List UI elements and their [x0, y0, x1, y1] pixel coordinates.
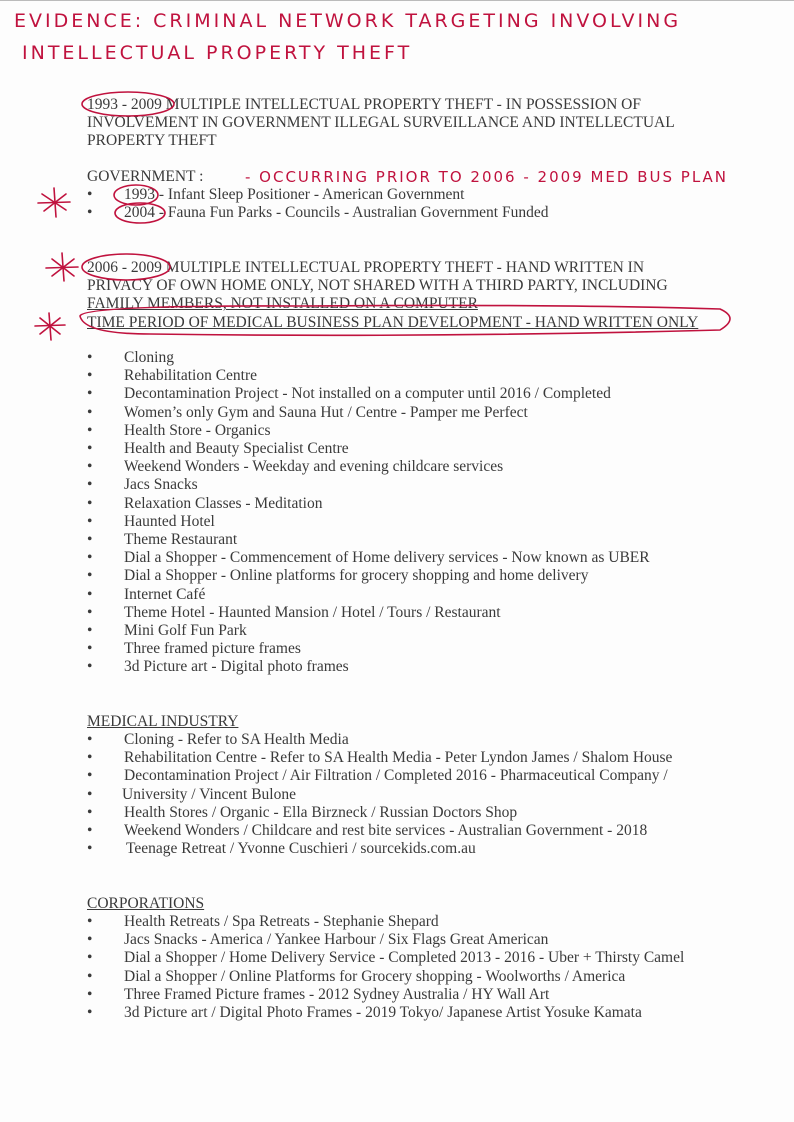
list-item-continuation: • University / Vincent Bulone — [87, 786, 672, 804]
list-item: • Cloning - Refer to SA Health Media — [87, 731, 672, 749]
list-item: • 3d Picture art - Digital photo frames — [87, 658, 650, 676]
top-border — [0, 0, 794, 1]
list-item: • Rehabilitation Centre - Refer to SA Health Media - Peter Lyndon James / Shalom House — [87, 749, 672, 767]
medical-industry-list — [87, 731, 672, 858]
asterisk-mark — [35, 313, 65, 340]
list-item: • Theme Restaurant — [87, 531, 650, 549]
section2-line2: PRIVACY OF OWN HOME ONLY, NOT SHARED WITH A THIRD PARTY, INCLUDING — [87, 277, 668, 295]
list-item: • Internet Café — [87, 586, 650, 604]
section2-line4: TIME PERIOD OF MEDICAL BUSINESS PLAN DEVELOPMENT - HAND WRITTEN ONLY — [87, 313, 699, 331]
list-item: • Rehabilitation Centre — [87, 367, 650, 385]
list-item: • Health Retreats / Spa Retreats - Stephanie Shepard — [87, 913, 684, 931]
list-item: • Cloning — [87, 349, 650, 367]
government-label: GOVERNMENT : — [87, 168, 204, 185]
list-item: • Relaxation Classes - Meditation — [87, 495, 650, 513]
list-item — [87, 204, 548, 222]
list-item-text: Decontamination Project / Air Filtration / Completed 2016 - Pharmaceutical Company / — [124, 767, 668, 785]
list-item: • Health Store - Organics — [87, 422, 650, 440]
corporations-heading: CORPORATIONS — [87, 895, 205, 912]
gov-item-year: 2004 — [124, 204, 155, 222]
list-item: • Dial a Shopper - Online platforms for grocery shopping and home delivery — [87, 567, 650, 585]
list-item: • Weekend Wonders - Weekday and evening childcare services — [87, 458, 650, 476]
list-item: • Mini Golf Fun Park — [87, 622, 650, 640]
list-item: • Health and Beauty Specialist Centre — [87, 440, 650, 458]
list-item: • Jacs Snacks - America / Yankee Harbour / Six Flags Great American — [87, 931, 684, 949]
list-item — [87, 186, 548, 204]
list-item: • Three Framed Picture frames - 2012 Sydney Australia / HY Wall Art — [87, 986, 684, 1004]
list-item: • 3d Picture art / Digital Photo Frames - 2019 Tokyo/ Japanese Artist Yosuke Kamata — [87, 1004, 684, 1022]
list-item: • Dial a Shopper / Online Platforms for Grocery shopping - Woolworths / America — [87, 968, 684, 986]
date-range-2006-2009: 2006 - 2009 — [87, 259, 162, 276]
list-item — [87, 767, 672, 785]
government-list — [87, 186, 548, 222]
section1-line3: PROPERTY THEFT — [87, 132, 217, 150]
gov-item-text: - Infant Sleep Positioner - American Government — [158, 186, 465, 203]
asterisk-mark — [38, 188, 70, 217]
date-range-1993-2009: 1993 - 2009 — [87, 96, 162, 113]
plan-items-list — [87, 349, 650, 677]
section2-line1: MULTIPLE INTELLECTUAL PROPERTY THEFT - HAND WRITTEN IN — [165, 259, 645, 276]
gov-item-text: - Fauna Fun Parks - Councils - Australian Government Funded — [158, 204, 549, 222]
gov-item-year: 1993 — [124, 186, 155, 203]
list-item-continuation: • Teenage Retreat / Yvonne Cuschieri / sourcekids.com.au — [87, 840, 672, 858]
list-item: • Weekend Wonders / Childcare and rest bite services - Australian Government - 2018 — [87, 822, 672, 840]
corporations-list — [87, 913, 684, 1022]
handwritten-title-line2: INTELLECTUAL PROPERTY THEFT — [22, 42, 413, 64]
handwritten-title-line1: EVIDENCE: CRIMINAL NETWORK TARGETING INVOLVING — [14, 10, 682, 32]
list-item: • Health Stores / Organic - Ella Birzneck / Russian Doctors Shop — [87, 804, 672, 822]
section2-line3: FAMILY MEMBERS, NOT INSTALLED ON A COMPUTER — [87, 295, 478, 313]
medical-industry-heading: MEDICAL INDUSTRY — [87, 713, 239, 730]
list-item: • Decontamination Project - Not installed on a computer until 2016 / Completed — [87, 385, 650, 403]
list-item: • Haunted Hotel — [87, 513, 650, 531]
list-item: • Women’s only Gym and Sauna Hut / Centre - Pamper me Perfect — [87, 404, 650, 422]
section1-line2: INVOLVEMENT IN GOVERNMENT ILLEGAL SURVEILLANCE AND INTELLECTUAL — [87, 114, 675, 132]
handwritten-gov-note: - OCCURRING PRIOR TO 2006 - 2009 MED BUS PLAN — [245, 168, 729, 186]
list-item: • Dial a Shopper - Commencement of Home delivery services - Now known as UBER — [87, 549, 650, 567]
list-item: • Theme Hotel - Haunted Mansion / Hotel / Tours / Restaurant — [87, 604, 650, 622]
asterisk-mark — [46, 253, 78, 281]
list-item: • Jacs Snacks — [87, 476, 650, 494]
section-2006-2009 — [87, 259, 747, 332]
section-1993-2009 — [87, 96, 727, 151]
list-item: • Three framed picture frames — [87, 640, 650, 658]
list-item: • Dial a Shopper / Home Delivery Service - Completed 2013 - 2016 - Uber + Thirsty Camel — [87, 949, 684, 967]
section1-line1: MULTIPLE INTELLECTUAL PROPERTY THEFT - IN POSSESSION OF — [165, 96, 641, 113]
